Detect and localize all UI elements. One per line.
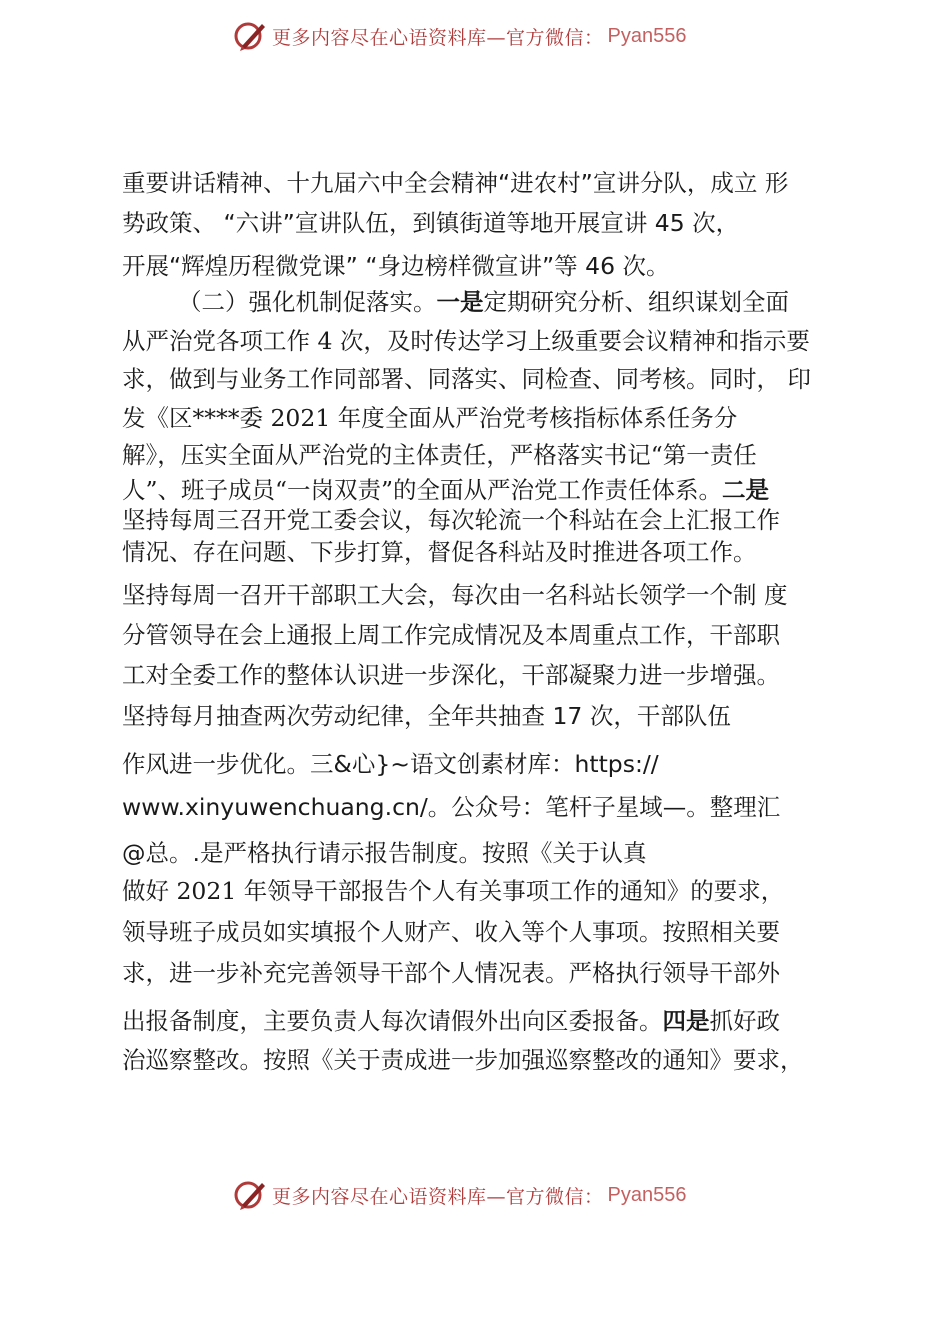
text-line: 坚持每周三召开党工委会议，每次轮流一个科站在会上汇报工作: [122, 506, 780, 534]
bold-marker: 四是: [662, 1007, 710, 1035]
text-line: 分管领导在会上通报上周工作完成情况及本周重点工作，干部职: [122, 621, 780, 649]
text-span: 出报备制度，主要负责人每次请假外出向区委报备。: [122, 1007, 663, 1035]
bold-marker: 二是: [722, 476, 770, 504]
text-line: @总。.是严格执行请示报告制度。按照《关于认真: [122, 839, 647, 867]
text-line: 求，做到与业务工作同部署、同落实、同检查、同考核。同时， 印: [122, 365, 811, 393]
text-line: 解》，压实全面从严治党的主体责任，严格落实书记“第一责任: [122, 441, 757, 469]
banner-text: 更多内容尽在心语资料库—官方微信：: [272, 26, 604, 49]
pen-logo-icon: [232, 1177, 268, 1213]
text-span: 人”、班子成员“一岗双责”的全面从严治党工作责任体系。: [122, 476, 723, 504]
text-line: 重要讲话精神、十九届六中全会精神“进农村”宣讲分队，成立 形: [122, 169, 789, 197]
text-line: 从严治党各项工作 4 次，及时传达学习上级重要会议精神和指示要: [122, 327, 810, 355]
text-line: 情况、存在问题、下步打算，督促各科站及时推进各项工作。: [122, 538, 757, 566]
text-line: 坚持每周一召开干部职工大会，每次由一名科站长领学一个制 度: [122, 581, 788, 609]
footer-banner: [232, 1175, 732, 1215]
section-heading: （二）强化机制促落实。: [178, 288, 437, 316]
banner-text: 更多内容尽在心语资料库—官方微信：: [272, 1185, 604, 1208]
text-line: 求，进一步补充完善领导干部个人情况表。严格执行领导干部外: [122, 959, 780, 987]
banner-handle: Pyan556: [607, 24, 687, 47]
text-line: 治巡察整改。按照《关于责成进一步加强巡察整改的通知》要求，: [122, 1046, 804, 1074]
text-line: 作风进一步优化。三&心}~语文创素材库：https://: [122, 750, 659, 778]
text-line: [178, 287, 789, 317]
text-line: www.xinyuwenchuang.cn/。公众号：笔杆子星域—。整理汇: [122, 793, 781, 821]
text-span: 定期研究分析、组织谋划全面: [483, 288, 789, 316]
text-line: 开展“辉煌历程微党课” “身边榜样微宣讲”等 46 次。: [122, 252, 670, 280]
pen-logo-icon: [232, 18, 268, 54]
text-line: 工对全委工作的整体认识进一步深化，干部凝聚力进一步增强。: [122, 661, 780, 689]
text-span: 抓好政: [709, 1007, 780, 1035]
text-line: [122, 475, 769, 505]
text-line: 领导班子成员如实填报个人财产、收入等个人事项。按照相关要: [122, 918, 780, 946]
bold-marker: 一是: [436, 288, 484, 316]
text-line: 发《区****委 2021 年度全面从严治党考核指标体系任务分: [122, 404, 738, 432]
banner-handle: Pyan556: [607, 1183, 687, 1206]
header-banner: [232, 16, 732, 56]
text-line: 做好 2021 年领导干部报告个人有关事项工作的通知》的要求，: [122, 877, 785, 905]
text-line: [122, 1006, 780, 1036]
text-line: 坚持每月抽查两次劳动纪律，全年共抽查 17 次，干部队伍: [122, 702, 731, 730]
text-line: 势政策、 “六讲”宣讲队伍，到镇街道等地开展宣讲 45 次，: [122, 209, 740, 237]
